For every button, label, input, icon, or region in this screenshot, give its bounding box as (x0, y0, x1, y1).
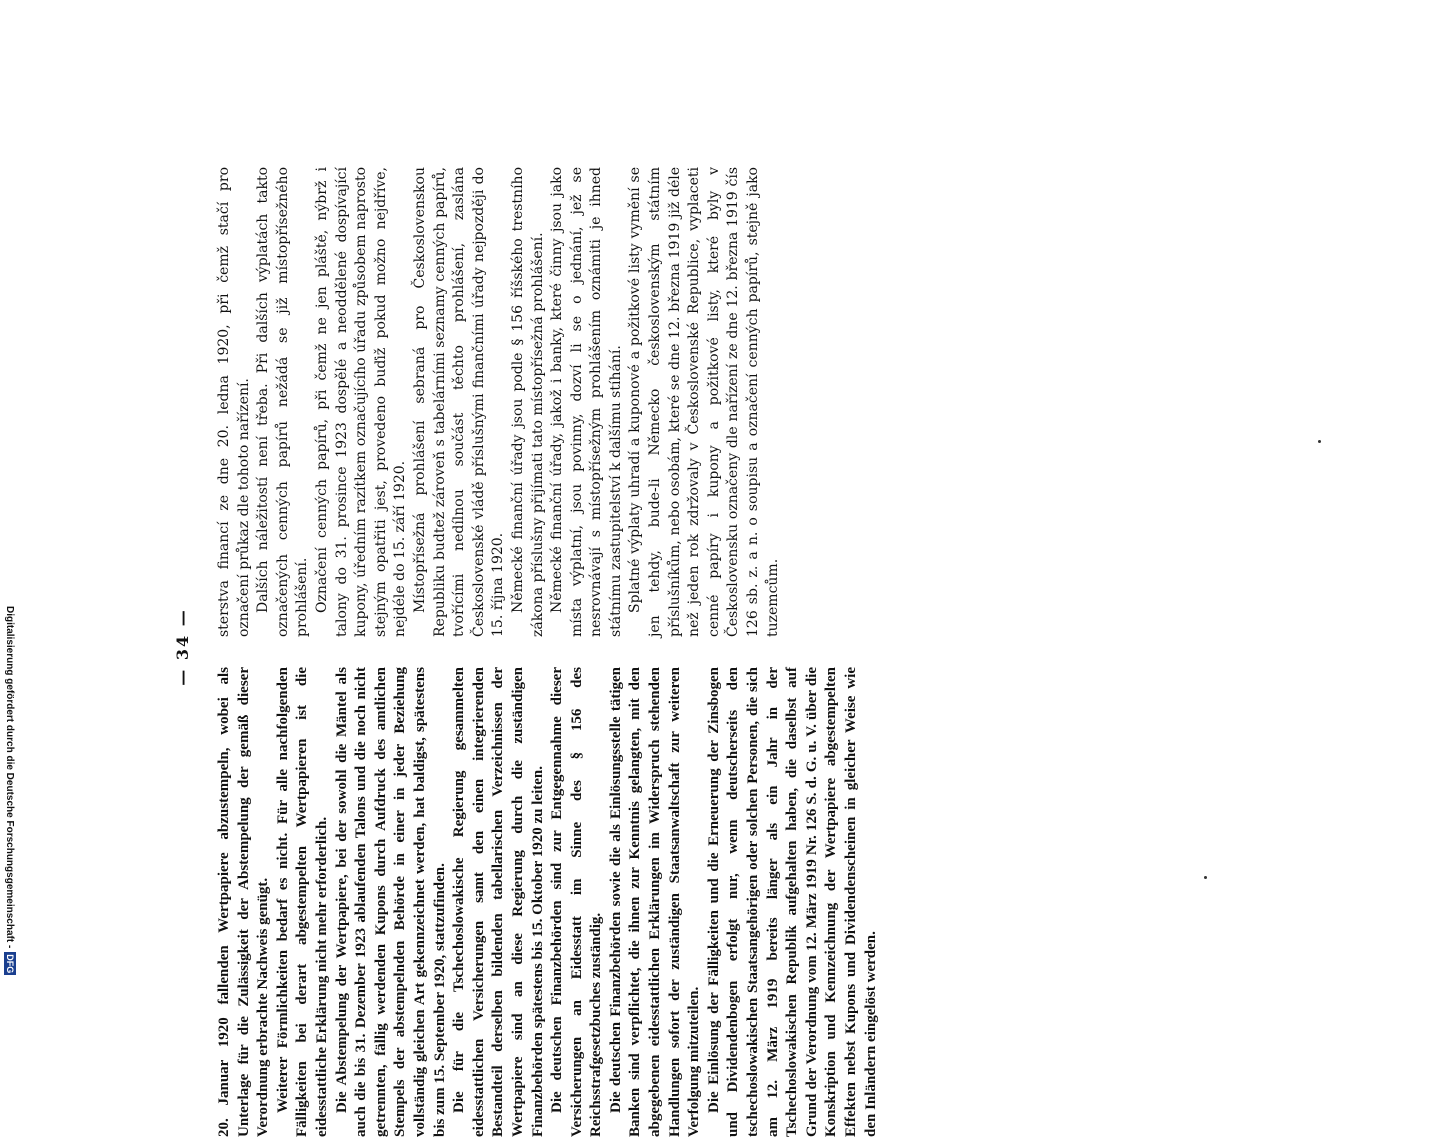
page-number: — 34 — (173, 608, 192, 686)
czech-paragraph: Dalších náležitostí není třeba. Při dalších výplatách takto označených cenných papírů nežádá se již místopřísežného prohlášení. (255, 167, 311, 637)
german-paragraph: Die deutschen Finanzbehörden sind zur Entgegennahme dieser Versicherungen an Eidesstatt im Sinne des § 156 des Reichsstrafgesetzbuches zuständig. (549, 667, 605, 1137)
czech-paragraph: Místopřísežná prohlášení sebraná pro Československou Republiku budtež zároveň s tabelárními seznamy cenných papírů, tvořícími nedílnou součást těchto prohlášení, zaslána Československé vládě příslušnými finančními úřady nejpozději do 15. října 1920. (411, 167, 507, 637)
scanned-page (143, 147, 1323, 1147)
czech-paragraph: Německé finanční úřady jsou podle § 156 říšského trestního zákona příslušny přijímati tato místopřísežná prohlášení. (509, 167, 546, 637)
german-column (215, 667, 1285, 1137)
czech-paragraph: sterstva financí ze dne 20. ledna 1920, při čemž stačí pro označení průkaz dle tohoto nařízení. (216, 167, 252, 637)
credit-text: Digitalisierung gefördert durch die Deutsche Forschungsgemeinschaft - (4, 606, 15, 949)
czech-paragraph: Německé finanční úřady, jakož i banky, které činny jsou jako místa výplatní, jsou povinny, dozví li se o jednání, jež se nesrovnávají s místopřísežným prohlášením oznámiti je ihned státnímu zastupitelství k dalšímu stíhání. (549, 167, 624, 637)
german-paragraph: Die für die Tschechoslowakische Regierung gesammelten eidesstattlichen Versicherungen samt den einen integrierenden Bestandteil derselben bildenden tabellarischen Verzeichnissen der Wertpapiere sind an diese Regierung durch die zuständigen Finanzbehörden spätestens bis 15. Oktober 1920 zu leiten. (451, 667, 546, 1137)
digitization-credit (2, 606, 16, 996)
czech-paragraph: Označení cenných papírů, při čemž ne jen pláště, nýbrž i talony do 31. prosince 1923 dospělé a neoddělené dospívající kupony, úředním razítkem označujícího úřadu způsobem naprosto stejným opatřiti jest, provedeno buďiž pokud možno nejdříve, nejdéle do 15. září 1920. (313, 167, 409, 637)
dfg-logo: DFG (4, 954, 15, 974)
scan-speck (1318, 440, 1321, 443)
german-paragraph: Die Einlösung der Fälligkeiten und die Erneuerung der Zinsbogen und Dividendenbogen erfolgt nur, wenn deutscherseits den tschechoslowakischen Staatsangehörigen oder solchen Personen, die sich am 12. März 1919 bereits länger als ein Jahr in der Tschechoslowakischen Republik aufgehalten haben, die daselbst auf Grund der Verordnung vom 12. März 1919 Nr. 126 S. d. G. u. V. über die Konskription und Kennzeichnung der Wertpapiere abgestempelten Effekten nebst Kupons und Dividendenscheinen in gleicher Weise wie den Inländern eingelöst werden. (705, 667, 879, 1137)
czech-paragraph: Splatné výplaty uhradí a kuponové a požitkové listy vymění se jen tehdy, bude-li Německo československým státním příslušníkům, nebo osobám, které se dne 12. března 1919 již déle než jeden rok zdržovaly v Československé Republice, vyplaceti cenné papíry i kupony a požitkové listy, které byly v Československu označeny dle nařízení ze dne 12. března 1919 čís 126 sb. z. a n. o soupisu a označení cenných papírů, stejně jako tuzemcům. (627, 167, 781, 637)
german-paragraph: 20. Januar 1920 fallenden Wertpapiere abzustempeln, wobei als Unterlage für die Zulässigkeit der Abstempelung der gemäß dieser Verordnung erbrachte Nachweis genügt. (216, 667, 272, 1137)
czech-column (215, 167, 1285, 637)
german-paragraph: Weiterer Förmlichkeiten bedarf es nicht. Für alle nachfolgenden Fälligkeiten bei derart abgestempelten Wertpapieren ist die eidesstattliche Erklärung nicht mehr erforderlich. (274, 667, 330, 1137)
german-paragraph: Die Abstempelung der Wertpapiere, bei der sowohl die Mäntel als auch die bis 31. Dezember 1923 ablaufenden Talons und die noch nicht getrennten, fällig werdenden Kupons durch Aufdruck des amtlichen Stempels der abstempelnden Behörde in einer in jeder Beziehung vollständig gleichen Art gekennzeichnet werden, hat baldigst, spätestens bis zum 15. September 1920, stattzufinden. (333, 667, 448, 1137)
german-paragraph: Die deutschen Finanzbehörden sowie die als Einlösungsstelle tätigen Banken sind verpflichtet, die ihnen zur Kenntnis gelangten, mit den abgegebenen eidesstattlichen Erklärungen im Widerspruch stehenden Handlungen sofort der zuständigen Staatsanwaltschaft zur weiteren Verfolgung mitzuteilen. (607, 667, 703, 1137)
scan-speck (1204, 876, 1207, 879)
